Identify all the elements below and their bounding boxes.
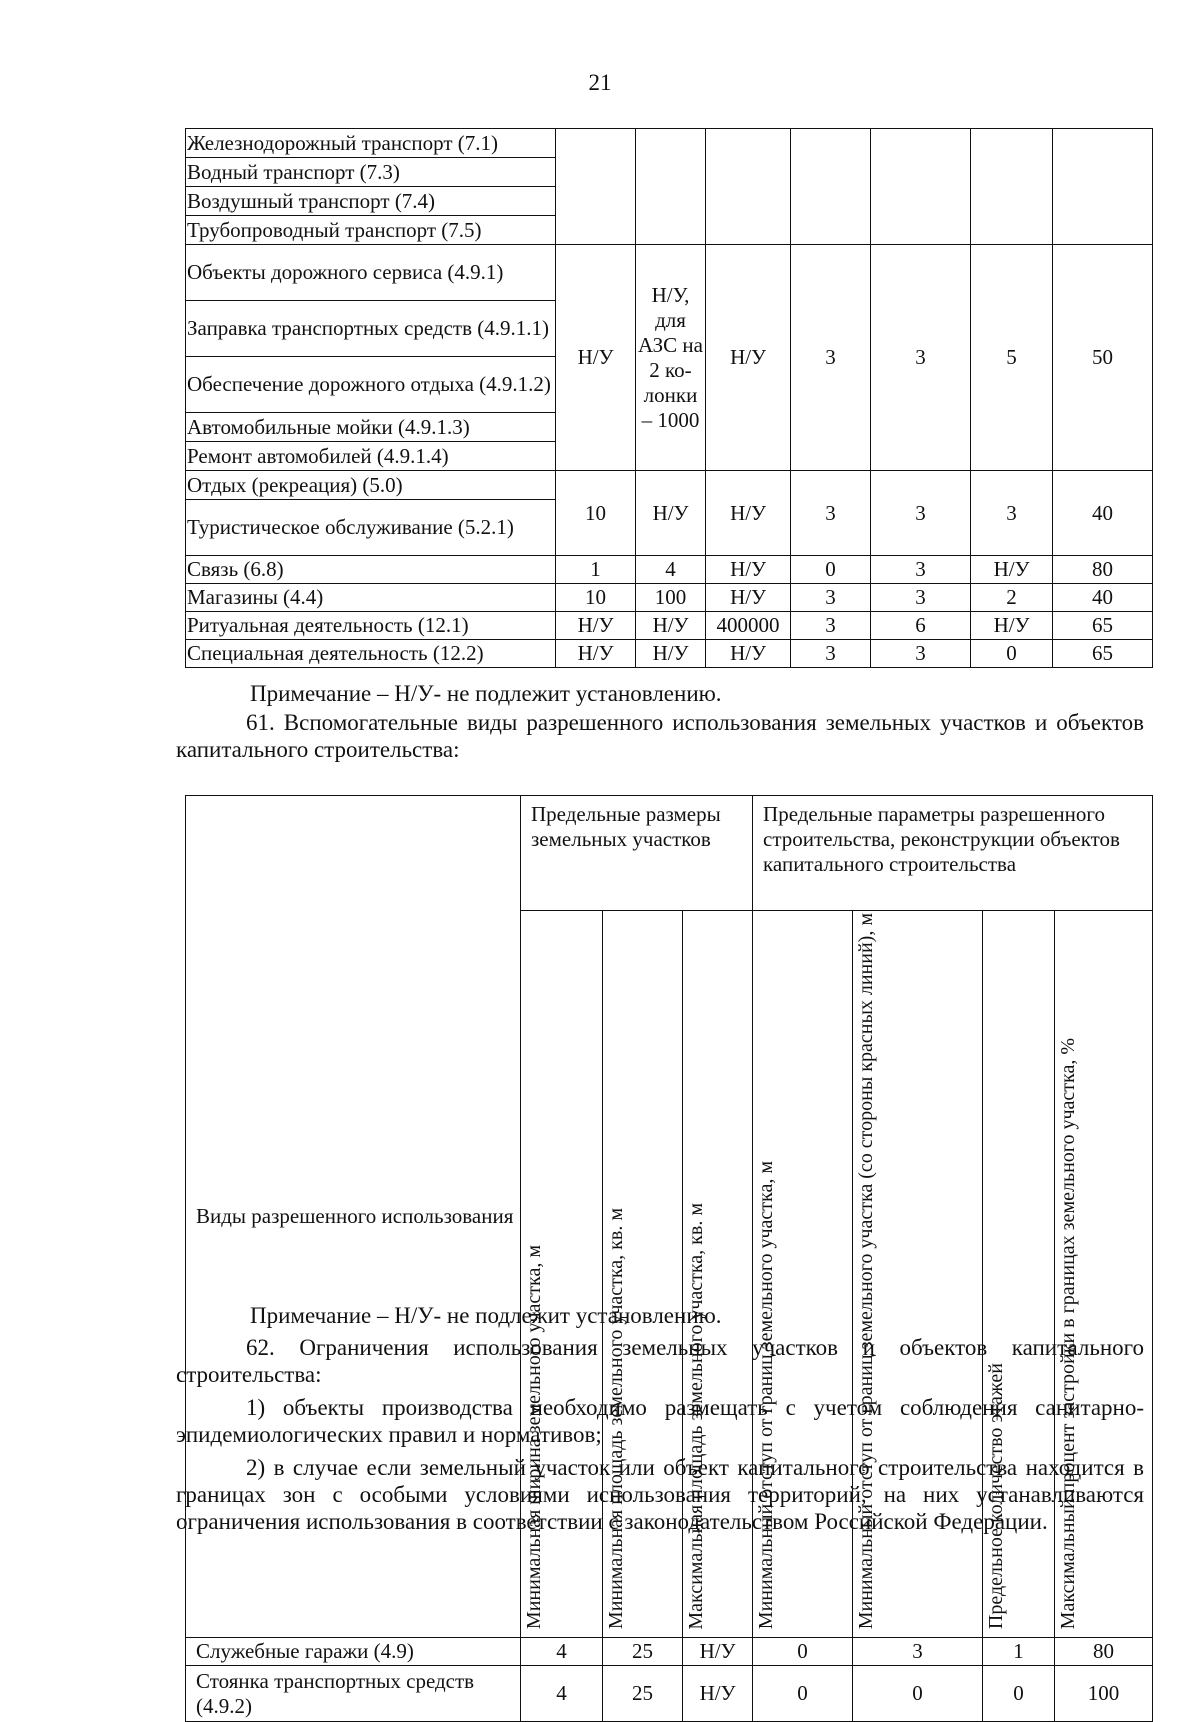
value-cell: 0 [971,640,1053,668]
value-cell: 4 [521,1666,603,1722]
value-cell: 40 [1053,471,1153,556]
value-cell: 3 [871,640,971,668]
header-plot-sizes: Предельные размеры земельных участков [521,796,753,911]
column-header: Минимальная площадь земельного участка, кв. м [603,911,683,1638]
value-cell: 80 [1053,556,1153,584]
header-params: Предельные параметры разрешенного строительства, реконструкции объектов капитального строительства [753,796,1153,911]
empty-cell [1053,129,1153,245]
value-cell: 4 [521,1638,603,1666]
column-header: Минимальная ширина земельного участка, м [521,911,603,1638]
value-cell: 25 [603,1638,683,1666]
value-cell: 3 [871,471,971,556]
value-cell: 3 [791,471,871,556]
value-cell: 0 [791,556,871,584]
value-cell: 100 [1055,1666,1153,1722]
value-cell: 10 [556,584,636,612]
row-name: Туристическое обслуживание (5.2.1) [186,500,556,556]
value-cell: Н/У [706,556,791,584]
value-cell: 3 [791,640,871,668]
value-cell: Н/У [706,471,791,556]
value-cell: Н/У [706,640,791,668]
value-cell: 3 [853,1638,983,1666]
row-name: Специальная деятельность (12.2) [186,640,556,668]
permitted-use-table [185,128,1153,668]
value-cell: 3 [871,245,971,471]
value-cell: 50 [1053,245,1153,471]
value-cell: 65 [1053,612,1153,640]
row-name: Трубопроводный транспорт (7.5) [186,216,556,245]
value-cell: 65 [1053,640,1153,668]
row-name: Автомобильные мойки (4.9.1.3) [186,413,556,442]
value-cell: 25 [603,1666,683,1722]
column-header: Минимальный отступ от границ земельного участка (со стороны красных линий), м [853,911,983,1638]
value-cell: 1 [983,1638,1055,1666]
value-cell: 10 [556,471,636,556]
value-cell: 0 [853,1666,983,1722]
value-cell: Н/У [683,1638,753,1666]
row-name: Магазины (4.4) [186,584,556,612]
column-header: Минимальный отступ от границ земельного участка, м [753,911,853,1638]
list-item-2: 2) в случае если земельный участок или объект капитального строительства находится в границах зон с особыми условиями использования территорий, на них устанавливаются ограничения использования в соответствии с законодательством Российской Федерации. [176,1455,1144,1534]
value-cell: 0 [753,1666,853,1722]
row-name: Заправка транспортных средств (4.9.1.1) [186,301,556,357]
value-cell: 3 [791,612,871,640]
value-cell: 400000 [706,612,791,640]
value-cell: 100 [636,584,706,612]
row-name: Железнодорожный транспорт (7.1) [186,129,556,158]
row-name: Ритуальная деятельность (12.1) [186,612,556,640]
note-2: Примечание – Н/У- не подлежит установлению. [250,1303,722,1328]
empty-cell [636,129,706,245]
column-header: Максимальная площадь земельного участка, кв. м [683,911,753,1638]
row-name: Связь (6.8) [186,556,556,584]
value-cell: Н/У [636,471,706,556]
value-cell: Н/У [556,245,636,471]
row-name: Воздушный транспорт (7.4) [186,187,556,216]
value-cell: Н/У [556,612,636,640]
value-cell: 0 [983,1666,1055,1722]
paragraph-61: 61. Вспомогательные виды разрешенного использования земельных участков и объектов капитального строительства: [176,710,1144,762]
value-cell: 4 [636,556,706,584]
value-cell: Н/У [683,1666,753,1722]
value-cell: 80 [1055,1638,1153,1666]
paragraph-62: 62. Ограничения использования земельных участков и объектов капитального строительства: [176,1335,1144,1387]
value-cell: Н/У [556,640,636,668]
auxiliary-use-table [185,795,1153,1722]
row-name: Служебные гаражи (4.9) [186,1638,521,1666]
empty-cell [971,129,1053,245]
page-number: 21 [588,70,612,95]
column-header: Предельное количество этажей [983,911,1055,1638]
header-kinds: Виды разрешенного использования [186,796,521,1638]
empty-cell [706,129,791,245]
value-cell: Н/У [636,612,706,640]
value-cell: Н/У, для АЗС на 2 ко-лонки – 1000 [636,245,706,471]
value-cell: 3 [791,245,871,471]
row-name: Водный транспорт (7.3) [186,158,556,187]
empty-cell [871,129,971,245]
value-cell: Н/У [706,245,791,471]
value-cell: 3 [791,584,871,612]
list-item-1: 1) объекты производства необходимо размещать с учетом соблюдения санитарно-эпидемиологических правил и нормативов; [176,1395,1144,1447]
row-name: Объекты дорожного сервиса (4.9.1) [186,245,556,301]
value-cell: 6 [871,612,971,640]
value-cell: 3 [871,584,971,612]
empty-cell [791,129,871,245]
value-cell: 40 [1053,584,1153,612]
value-cell: 3 [871,556,971,584]
value-cell: 3 [971,471,1053,556]
row-name: Отдых (рекреация) (5.0) [186,471,556,500]
value-cell: 0 [753,1638,853,1666]
note-1: Примечание – Н/У- не подлежит установлению. [250,681,722,706]
row-name: Обеспечение дорожного отдыха (4.9.1.2) [186,357,556,413]
column-header: Максимальный процент застройки в границах земельного участка, % [1055,911,1153,1638]
value-cell: Н/У [636,640,706,668]
empty-cell [556,129,636,245]
value-cell: Н/У [971,612,1053,640]
value-cell: 1 [556,556,636,584]
value-cell: 2 [971,584,1053,612]
row-name: Стоянка транспортных средств (4.9.2) [186,1666,521,1722]
row-name: Ремонт автомобилей (4.9.1.4) [186,442,556,471]
value-cell: Н/У [971,556,1053,584]
value-cell: Н/У [706,584,791,612]
value-cell: 5 [971,245,1053,471]
